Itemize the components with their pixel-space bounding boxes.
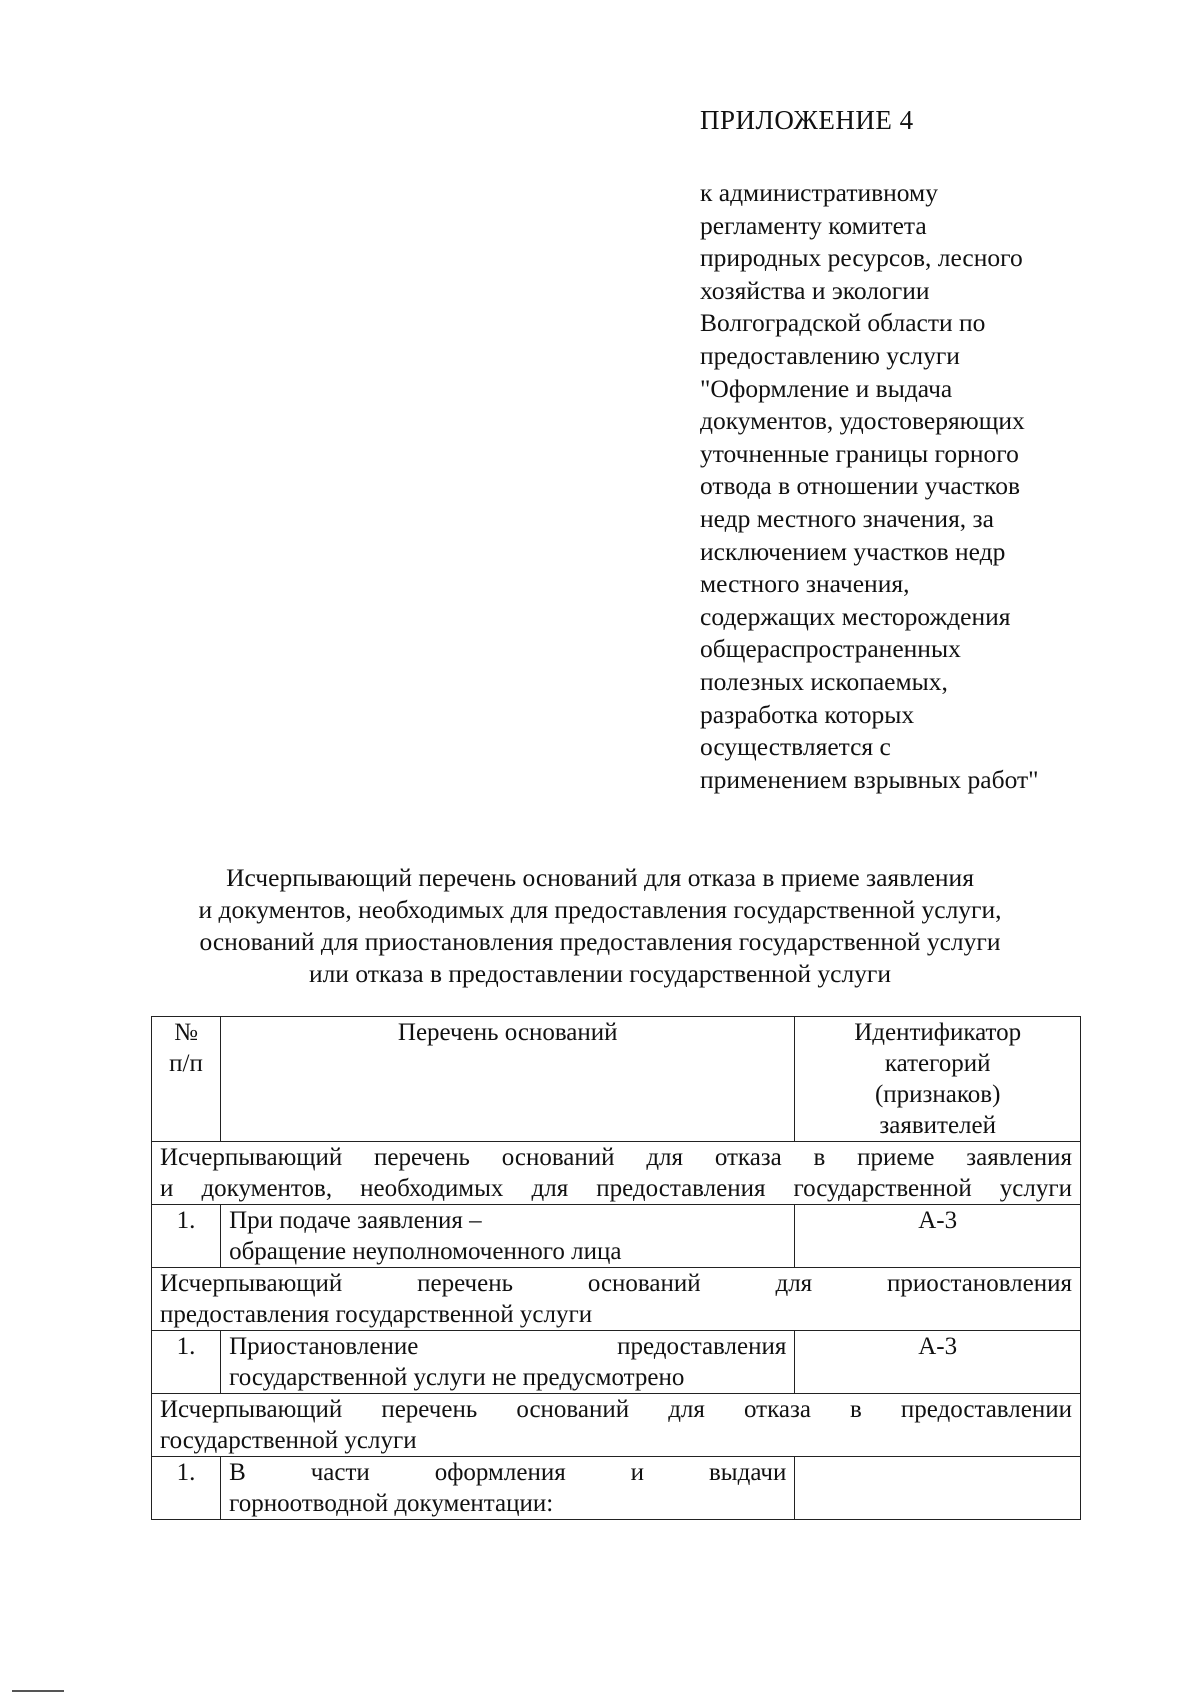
- row-ground: [221, 1331, 795, 1394]
- table-header-row: [152, 1017, 1081, 1142]
- header-identifier-line: Идентификатор: [854, 1019, 1022, 1046]
- section-title: [152, 1268, 1081, 1331]
- appendix-description-line: исключением участков недр: [700, 536, 1006, 566]
- section-title-line: государственной услуги: [160, 1427, 417, 1454]
- header-number-line: п/п: [169, 1050, 203, 1077]
- header-number-line: №: [174, 1019, 198, 1046]
- section-title-line: Исчерпывающий перечень оснований для приостановления: [160, 1270, 1072, 1297]
- appendix-description-line: природных ресурсов, лесного: [700, 243, 1023, 273]
- section-title-line: Исчерпывающий перечень оснований для отказа в предоставлении: [160, 1396, 1072, 1423]
- heading-line: или отказа в предоставлении государственной услуги: [308, 959, 892, 988]
- row-identifier: А-3: [795, 1331, 1081, 1394]
- row-identifier: [795, 1457, 1081, 1520]
- section-title: [152, 1142, 1081, 1205]
- appendix-description-line: применением взрывных работ": [700, 764, 1039, 794]
- row-number: 1.: [152, 1457, 221, 1520]
- appendix-description: [700, 177, 1100, 796]
- header-number: [152, 1017, 221, 1142]
- row-ground-line: При подаче заявления –: [229, 1207, 482, 1234]
- heading-line: оснований для приостановления предоставления государственной услуги: [199, 927, 1001, 956]
- appendix-description-line: уточненные границы горного: [700, 438, 1019, 468]
- appendix-description-line: предоставлению услуги: [700, 340, 960, 370]
- document-heading: [140, 862, 1060, 990]
- header-identifier-line: заявителей: [879, 1112, 996, 1139]
- row-ground: [221, 1457, 795, 1520]
- section-title-line: и документов, необходимых для предоставления государственной услуги: [160, 1175, 1072, 1202]
- appendix-description-line: Волгоградской области по: [700, 308, 986, 338]
- header-identifier: [795, 1017, 1081, 1142]
- row-ground-line: государственной услуги не предусмотрено: [229, 1364, 685, 1391]
- appendix-description-line: недр местного значения, за: [700, 503, 994, 533]
- row-number: 1.: [152, 1205, 221, 1268]
- appendix-description-line: документов, удостоверяющих: [700, 406, 1025, 436]
- appendix-description-line: содержащих месторождения: [700, 601, 1011, 631]
- header-grounds: Перечень оснований: [221, 1017, 795, 1142]
- section-title-row: [152, 1268, 1081, 1331]
- scan-edge-mark: [12, 1690, 64, 1692]
- appendix-description-line: к административному: [700, 178, 938, 207]
- appendix-description-line: разработка которых: [700, 699, 915, 729]
- appendix-description-line: общераспространенных: [700, 634, 961, 664]
- heading-line: и документов, необходимых для предоставления государственной услуги,: [198, 895, 1002, 924]
- appendix-description-line: полезных ископаемых,: [700, 666, 948, 696]
- row-ground-line: обращение неуполномоченного лица: [229, 1238, 622, 1265]
- row-number: 1.: [152, 1331, 221, 1394]
- section-title-line: Исчерпывающий перечень оснований для отказа в приеме заявления: [160, 1144, 1072, 1171]
- section-title: [152, 1394, 1081, 1457]
- grounds-table: [151, 1016, 1081, 1520]
- heading-line: Исчерпывающий перечень оснований для отказа в приеме заявления: [226, 863, 974, 892]
- row-identifier: А-3: [795, 1205, 1081, 1268]
- header-identifier-line: категорий: [884, 1050, 991, 1077]
- appendix-description-line: регламенту комитета: [700, 210, 927, 240]
- table-row: [152, 1331, 1081, 1394]
- appendix-description-line: хозяйства и экологии: [700, 275, 930, 305]
- appendix-description-line: осуществляется с: [700, 732, 891, 762]
- appendix-description-line: отвода в отношении участков: [700, 471, 1020, 501]
- appendix-description-line: "Оформление и выдача: [700, 373, 953, 403]
- section-title-line: предоставления государственной услуги: [160, 1301, 593, 1328]
- appendix-title: ПРИЛОЖЕНИЕ 4: [700, 105, 914, 135]
- row-ground: [221, 1205, 795, 1268]
- section-title-row: [152, 1394, 1081, 1457]
- table-row: [152, 1457, 1081, 1520]
- table-row: [152, 1205, 1081, 1268]
- section-title-row: [152, 1142, 1081, 1205]
- row-ground-line: горноотводной документации:: [229, 1490, 554, 1517]
- row-ground-line: Приостановление предоставления: [229, 1333, 787, 1360]
- header-identifier-line: (признаков): [874, 1081, 1001, 1108]
- row-ground-line: В части оформления и выдачи: [229, 1459, 787, 1486]
- appendix-description-line: местного значения,: [700, 569, 910, 599]
